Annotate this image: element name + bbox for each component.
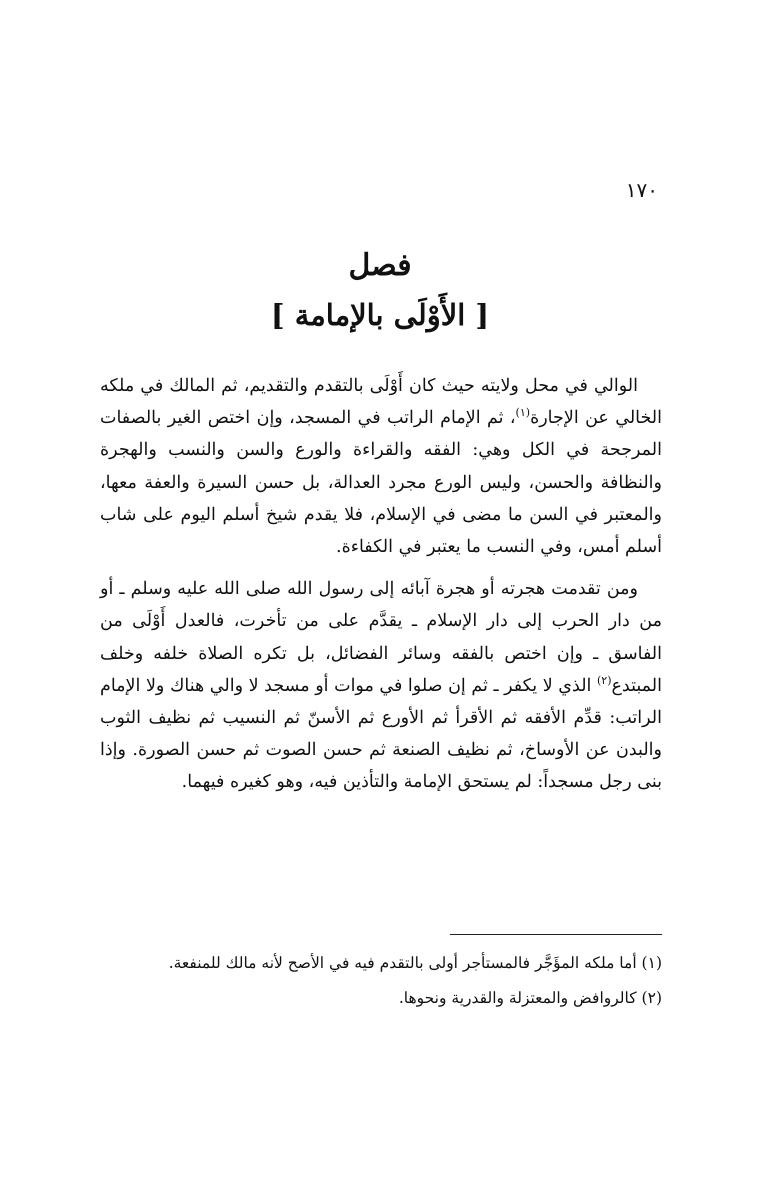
- heading-title: فصل: [348, 248, 412, 283]
- paragraph-2-line-4: خلفه وخلف المبتدع: [100, 643, 662, 696]
- page-number: ١٧٠: [625, 178, 658, 202]
- paragraph-2-line-6: النسيب ثم نظيف الثوب والبدن عن الأوساخ، ثم نظيف الصنعة ثم حسن: [100, 708, 662, 761]
- paragraph-1-line-4: والسن والنسب والهجرة والنظافة والحسن، وليس الورع مجرد العدالة،: [100, 440, 662, 493]
- paragraph-2-line-7: الصوت ثم حسن الصورة. وإذا بنى رجل مسجداً: لم يستحق الإمامة: [100, 740, 662, 793]
- paragraph-1-line-3: اختص الغير بالصفات المرجحة في الكل وهي: الفقه والقراءة والورع: [100, 408, 662, 461]
- paragraph-2-line-5: والي هناك ولا الإمام الراتب: قدِّم الأفقه ثم الأقرأ ثم الأورع ثم الأسنّ ثم: [100, 675, 662, 729]
- footnote-divider: [450, 934, 662, 935]
- paragraph-2-line-8: والتأذين فيه، وهو كغيره فيهما.: [181, 772, 399, 793]
- footnote-ref-1: (١): [515, 406, 531, 420]
- paragraph-1-line-6: يقدم شيخ أسلم اليوم على شاب أسلم أمس، وفي النسب ما يعتبر في: [100, 504, 662, 558]
- footnote-ref-2: (٢): [596, 674, 612, 687]
- body-text: [100, 370, 662, 799]
- paragraph-1-line-1: الوالي في محل ولايته حيث كان أَوْلَى بالتقدم والتقديم، ثم المالك: [169, 376, 638, 396]
- section-heading: [0, 242, 760, 340]
- paragraph-1: [100, 370, 662, 563]
- paragraph-1-line-2b: ، ثم الإمام الراتب في المسجد، وإن: [256, 408, 516, 429]
- paragraph-2-line-1: ومن تقدمت هجرته أو هجرة آبائه إلى رسول الله صلى الله عليه وسلم: [130, 579, 638, 600]
- paragraph-gap: [100, 563, 662, 573]
- paragraph-2: [100, 573, 662, 798]
- paragraph-1-line-5: بل حسن السيرة والعفة معها، والمعتبر في السن ما مضى في الإسلام، فلا: [100, 472, 662, 525]
- footnotes: [100, 946, 662, 1016]
- paragraph-2-line-4b: الذي لا يكفر ـ ثم إن صلوا في موات أو مسجد لا: [248, 675, 597, 696]
- paragraph-1-line-2: في ملكه الخالي عن الإجارة: [100, 376, 662, 429]
- footnote-2: (٢) كالروافض والمعتزلة والقدرية ونحوها.: [398, 989, 662, 1007]
- paragraph-2-line-3: أَوْلَى من الفاسق ـ وإن اختص بالفقه وسائر الفضائل، بل تكره الصلاة: [100, 611, 662, 664]
- footnote-1: (١) أما ملكه المؤَجَّر فالمستأجر أولى بالتقدم فيه في الأصح لأنه مالك للمنفعة.: [168, 954, 662, 972]
- paragraph-2-line-2: ـ أو من دار الحرب إلى دار الإسلام ـ يقدَّم على من تأخرت، فالعدل: [100, 579, 662, 632]
- paragraph-1-line-7: الكفاءة.: [336, 537, 394, 558]
- heading-subtitle: [ الأَوْلَى بالإمامة ]: [270, 298, 490, 332]
